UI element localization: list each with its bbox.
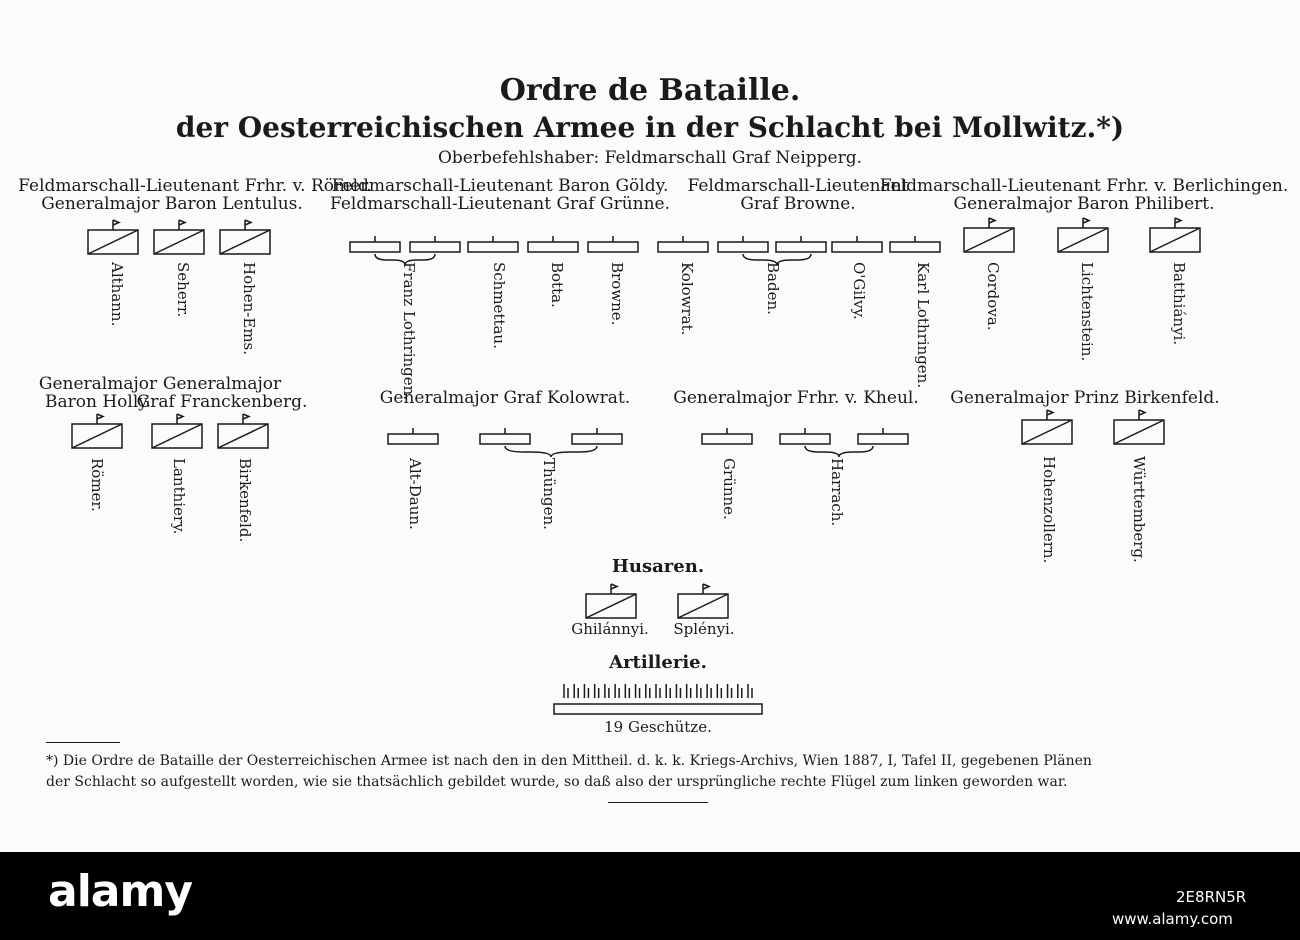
image-id: 2E8RN5R	[1176, 888, 1247, 906]
unit-label: Thüngen.	[540, 458, 558, 530]
unit-label: Schmettau.	[490, 262, 508, 349]
infantry-battalion-symbol	[528, 236, 578, 252]
infantry-battalion-symbol	[658, 236, 708, 252]
artillery-guns	[564, 684, 752, 698]
unit-label: Lichtenstein.	[1078, 262, 1096, 362]
infantry-battalion-symbol	[776, 236, 826, 252]
commander-row1-center-left-a: Feldmarschall-Lieutenant Baron Göldy.	[331, 176, 669, 196]
regiment-bracket	[375, 254, 435, 265]
infantry-battalion-symbol	[388, 428, 438, 444]
infantry-battalion-symbol	[780, 428, 830, 444]
infantry-battalion-symbol	[572, 428, 622, 444]
unit-label: Karl Lothringen.	[914, 262, 932, 389]
regiment-bracket	[505, 446, 597, 457]
page-subtitle: der Oesterreichischen Armee in der Schlacht bei Mollwitz.*)	[175, 111, 1125, 144]
unit-label: Franz Lothringen.	[400, 262, 418, 401]
unit-label: Römer.	[88, 458, 106, 512]
infantry-battalion-symbol	[890, 236, 940, 252]
unit-label: Birkenfeld.	[236, 458, 254, 543]
commander-row1-right-b: Generalmajor Baron Philibert.	[953, 194, 1215, 214]
commander-in-chief: Oberbefehlshaber: Feldmarschall Graf Neipperg.	[437, 148, 863, 168]
infantry-battalion-symbol	[702, 428, 752, 444]
infantry-battalion-symbol	[350, 236, 400, 252]
artillery-bar	[554, 704, 762, 714]
hussar-squadron-symbol	[586, 584, 636, 618]
footnote-line-1: *) Die Ordre de Bataille der Oesterreichischen Armee ist nach den in den Mittheil. d. k. k. Kriegs-Archivs, Wien 1887, I, Tafel II, gegebenen Plänen	[46, 753, 1092, 769]
regiment-bracket	[743, 254, 811, 265]
unit-label: Seherr.	[174, 262, 192, 318]
cavalry-squadron-symbol	[220, 220, 270, 254]
commander-row2-left-a1: Generalmajor	[38, 374, 158, 394]
infantry-battalion-symbol	[468, 236, 518, 252]
cavalry-squadron-symbol	[1150, 218, 1200, 252]
hussar-unit-label: Splényi.	[673, 620, 735, 638]
site-url: www.alamy.com	[1112, 910, 1233, 928]
unit-label: Grünne.	[720, 458, 738, 520]
unit-label: O'Gilvy.	[850, 262, 868, 320]
stock-photo-footer	[0, 852, 1300, 940]
cavalry-squadron-symbol	[1022, 410, 1072, 444]
commander-row2-center-left: Generalmajor Graf Kolowrat.	[379, 388, 631, 408]
cavalry-squadron-symbol	[218, 414, 268, 448]
cavalry-squadron-symbol	[152, 414, 202, 448]
artillery-header: Artillerie.	[609, 652, 707, 673]
artillery-caption: 19 Geschütze.	[604, 718, 712, 736]
commander-row1-center-right-a: Feldmarschall-Lieutenant	[687, 176, 909, 196]
unit-label: Kolowrat.	[678, 262, 696, 336]
unit-label: Cordova.	[984, 262, 1002, 331]
unit-label: Althann.	[108, 262, 126, 327]
infantry-battalion-symbol	[480, 428, 530, 444]
commander-row2-left-b2: Graf Franckenberg.	[136, 392, 308, 412]
page-title: Ordre de Bataille.	[499, 73, 801, 108]
alamy-logo: alamy	[48, 866, 192, 917]
cavalry-squadron-symbol	[72, 414, 122, 448]
unit-label: Hohen-Ems.	[240, 262, 258, 356]
infantry-battalion-symbol	[410, 236, 460, 252]
unit-label: Alt-Daun.	[406, 458, 424, 530]
unit-label: Lanthiery.	[170, 458, 188, 535]
infantry-battalion-symbol	[718, 236, 768, 252]
hussar-squadron-symbol	[678, 584, 728, 618]
commander-row1-center-left-b: Feldmarschall-Lieutenant Graf Grünne.	[329, 194, 671, 214]
unit-label: Baden.	[764, 262, 782, 315]
infantry-battalion-symbol	[832, 236, 882, 252]
unit-label: Browne.	[608, 262, 626, 326]
footnote-line-2: der Schlacht so aufgestellt worden, wie sie thatsächlich gebildet wurde, so daß also der ursprüngliche rechte Flügel zum linken geworden war.	[46, 774, 1068, 790]
unit-label: Batthiányi.	[1170, 262, 1188, 346]
hussar-unit-label: Ghilánnyi.	[571, 620, 649, 638]
unit-label: Harrach.	[828, 458, 846, 527]
commander-row2-right: Generalmajor Prinz Birkenfeld.	[950, 388, 1220, 408]
cavalry-squadron-symbol	[964, 218, 1014, 252]
hussars-header: Husaren.	[611, 556, 705, 577]
commander-row1-right-a: Feldmarschall-Lieutenant Frhr. v. Berlichingen.	[879, 176, 1289, 196]
unit-label: Botta.	[548, 262, 566, 308]
cavalry-squadron-symbol	[154, 220, 204, 254]
unit-label: Hohenzollern.	[1040, 456, 1058, 564]
infantry-battalion-symbol	[858, 428, 908, 444]
commander-row2-left-b1: Generalmajor	[162, 374, 282, 394]
infantry-battalion-symbol	[588, 236, 638, 252]
commander-row2-center-right: Generalmajor Frhr. v. Kheul.	[673, 388, 919, 408]
commander-row1-left-a: Feldmarschall-Lieutenant Frhr. v. Römer.	[18, 176, 372, 196]
unit-label: Württemberg.	[1130, 456, 1148, 563]
cavalry-squadron-symbol	[1058, 218, 1108, 252]
commander-row1-left-b: Generalmajor Baron Lentulus.	[41, 194, 303, 214]
cavalry-squadron-symbol	[88, 220, 138, 254]
cavalry-squadron-symbol	[1114, 410, 1164, 444]
commander-row1-center-right-b: Graf Browne.	[740, 194, 856, 214]
commander-row2-left-a2: Baron Holly.	[44, 392, 152, 412]
regiment-bracket	[805, 446, 873, 457]
